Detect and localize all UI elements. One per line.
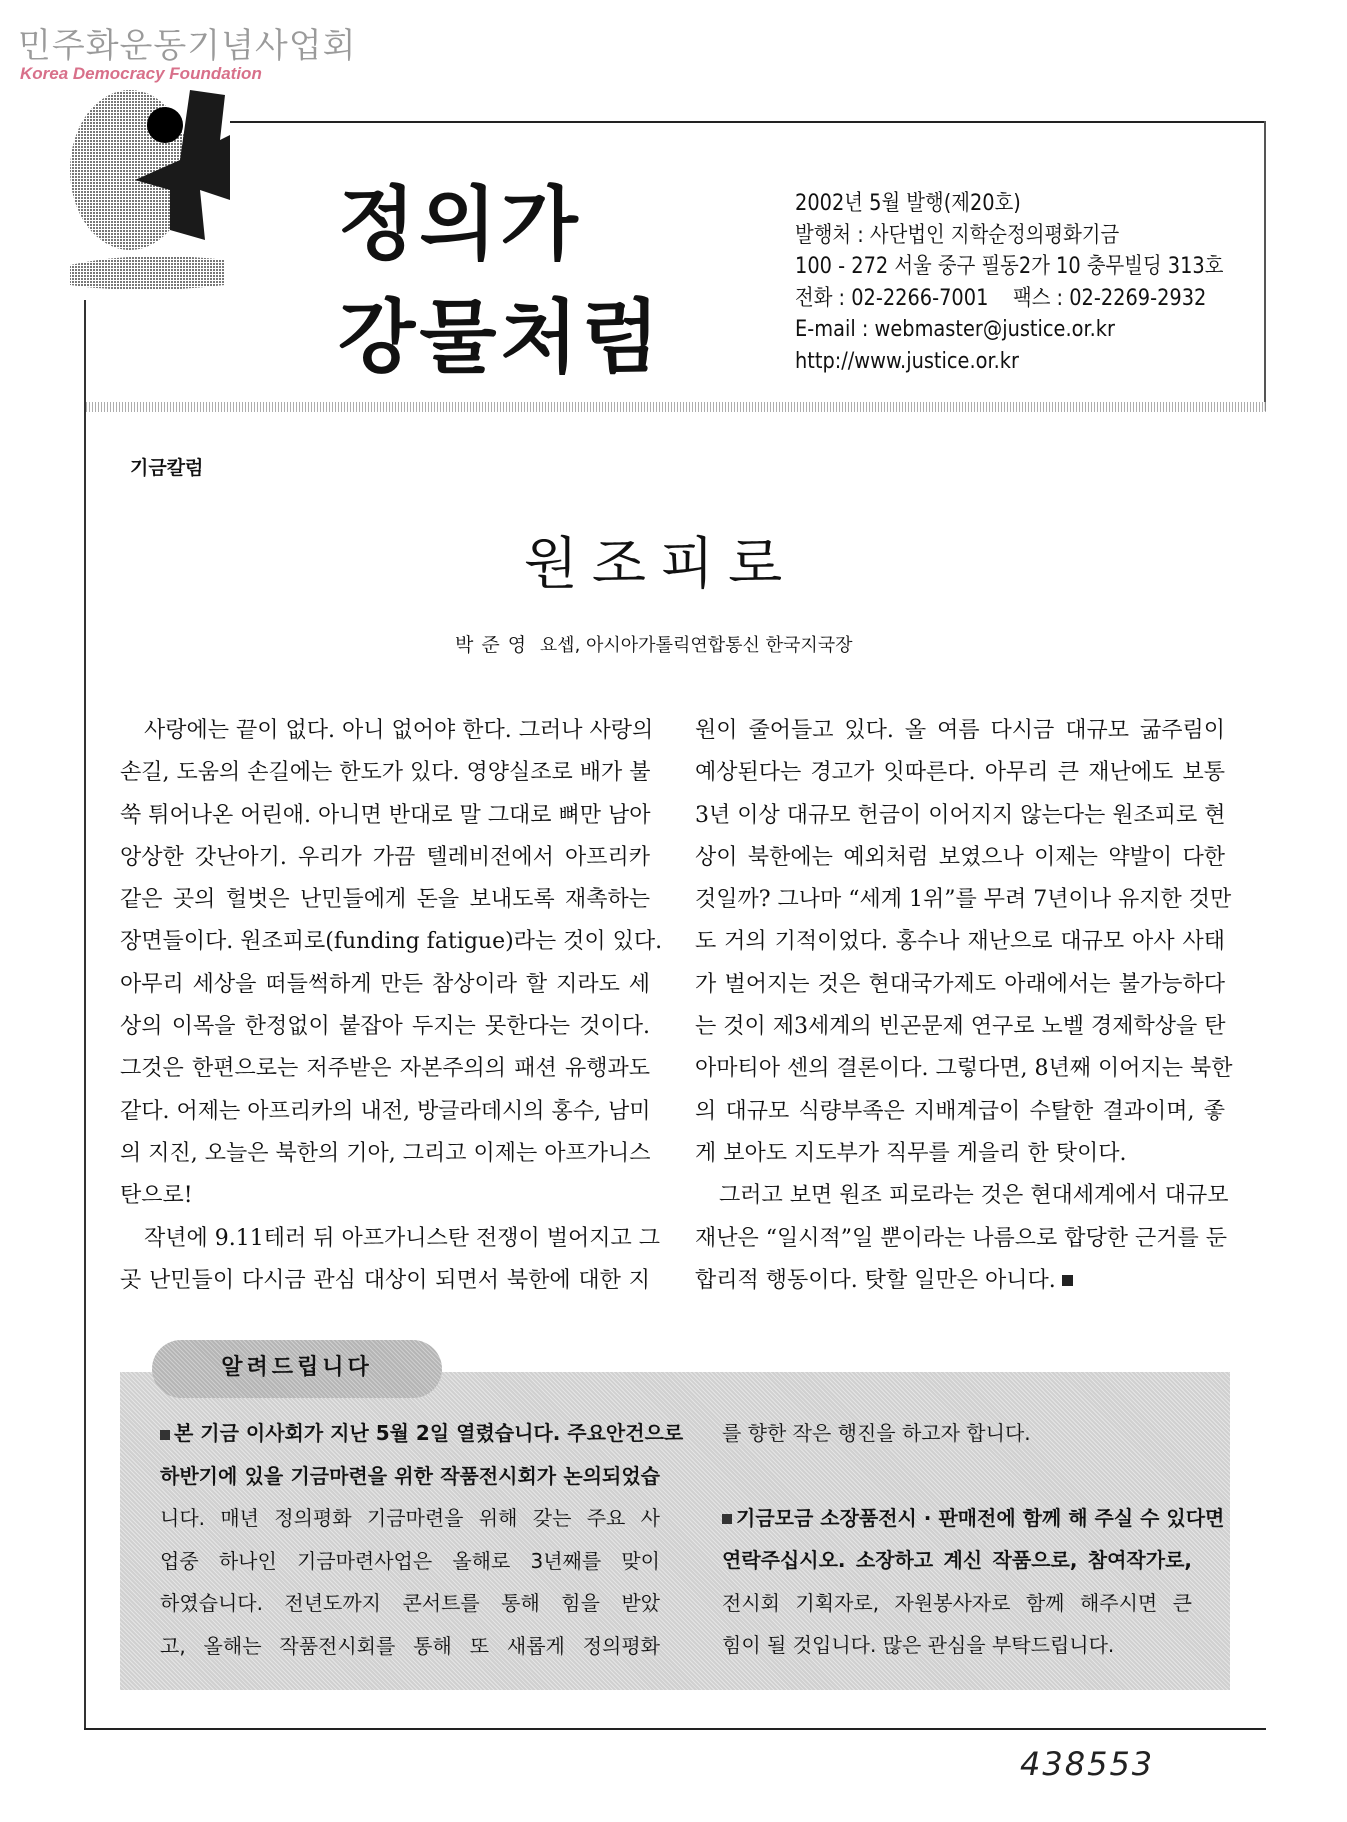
text-line: 의 지진, 오늘은 북한의 기아, 그리고 이제는 아프가니스 [120,1140,651,1166]
newsletter-emblem [60,80,230,300]
notice-line: 업중 하나인 기금마련사업은 올해로 3년째를 맞이 [160,1548,660,1573]
text-line: 작년에 9.11테러 뒤 아프가니스탄 전쟁이 벌어지고 그 [144,1225,660,1251]
text-line: 의 대규모 식량부족은 지배계급이 수탈한 결과이며, 좋 [695,1098,1225,1124]
frame-line [84,1728,1266,1730]
text-line: 도 거의 기적이었다. 홍수나 재난으로 대규모 아사 사태 [695,929,1225,955]
dotted-divider [86,402,1266,412]
text-line: 상이 북한에는 예외처럼 보였으나 이제는 약발이 다한 [695,844,1225,870]
text-line: 쑥 튀어나온 어린애. 아니면 반대로 말 그대로 뼈만 남아 [120,802,651,828]
handwritten-number: 438553 [1020,1745,1155,1783]
issue-date: 2002년 5월 발행(제20호) [795,191,1021,216]
text-line: 아마티아 센의 결론이다. 그렇다면, 8년째 이어지는 북한 [695,1056,1233,1082]
author-name: 박준영 [455,634,535,656]
text-line: 그러고 보면 원조 피로라는 것은 현대세계에서 대규모 [719,1183,1229,1209]
text-line: 가 벌어지는 것은 현대국가제도 아래에서는 불가능하다 [695,971,1225,997]
notice-title: 알려드립니다 [221,1355,373,1380]
notice-line: 본 기금 이사회가 지난 5월 2일 열렸습니다. 주요안건으로 [160,1412,660,1455]
text-line: 탄으로! [120,1183,193,1209]
text-line: 아무리 세상을 떠들썩하게 만든 참상이라 할 지라도 세 [120,971,650,997]
frame-line [1264,121,1266,411]
text-line: 앙상한 갓난아기. 우리가 가끔 텔레비전에서 아프리카 [120,844,650,870]
watermark-korean: 민주화운동기념사업회 [18,26,357,66]
phone-fax: 전화 : 02-2266-7001 팩스 : 02-2269-2932 [795,285,1207,311]
notice-line: 를 향한 작은 행진을 하고자 합니다. [722,1421,1031,1445]
notice-line: 하였습니다. 전년도까지 콘서트를 통해 힘을 받았 [160,1591,660,1615]
text-line: 재난은 “일시적”일 뿐이라는 나름으로 합당한 근거를 둔 [695,1225,1227,1251]
notice-column-left [160,1412,684,1667]
end-mark-icon [1062,1275,1073,1286]
notice-column-right [722,1412,1225,1667]
text-line: 상의 이목을 한정없이 붙잡아 두지는 못한다는 것이다. [120,1014,650,1040]
byline [455,630,853,657]
article-title: 원조피로 [523,532,797,597]
article-column-right [695,710,1233,1302]
bullet-icon [722,1514,732,1524]
frame-line [84,300,86,1730]
text-line: 손길, 도움의 손길에는 한도가 있다. 영양실조로 배가 불 [120,760,651,786]
text-line: 원이 줄어들고 있다. 올 여름 다시금 대규모 굶주림이 [695,718,1225,743]
notice-line: 연락주십시오. 소장하고 계신 작품으로, 참여작가로, [722,1548,1192,1572]
frame-line [230,121,1266,123]
text-line: 같다. 어제는 아프리카의 내전, 방글라데시의 홍수, 남미 [120,1098,651,1124]
notice-line: 기금모금 소장품전시 · 판매전에 함께 해 주실 수 있다면 [722,1497,1192,1540]
text-line: 같은 곳의 헐벗은 난민들에게 돈을 보내도록 재촉하는 [120,887,650,913]
masthead-line2: 강물처럼 [338,291,664,384]
text-line: 합리적 행동이다. 탓할 일만은 아니다. [695,1260,1225,1302]
notice-line: 고, 올해는 작품전시회를 통해 또 새롭게 정의평화 [160,1633,660,1658]
publication-info [795,188,1223,377]
publisher: 발행처 : 사단법인 지학순정의평화기금 [795,222,1120,248]
email: E-mail : webmaster@justice.or.kr [795,317,1115,342]
text-line: 사랑에는 끝이 없다. 아니 없어야 한다. 그러나 사랑의 [144,718,654,743]
masthead-line1: 정의가 [338,178,582,271]
text-line: 는 것이 제3세계의 빈곤문제 연구로 노벨 경제학상을 탄 [695,1014,1226,1040]
website: http://www.justice.or.kr [795,348,1019,374]
notice-line: 하반기에 있을 기금마련을 위한 작품전시회가 논의되었습 [160,1463,660,1488]
notice-line: 니다. 매년 정의평화 기금마련을 위해 갖는 주요 사 [160,1506,660,1530]
text-line: 곳 난민들이 다시금 관심 대상이 되면서 북한에 대한 지 [120,1267,650,1293]
notice-line: 전시회 기획자로, 자원봉사자로 함께 해주시면 큰 [722,1590,1192,1615]
text-line: 예상된다는 경고가 잇따른다. 아무리 큰 재난에도 보통 [695,760,1225,786]
spacer [722,1455,1192,1497]
text-line: 것일까? 그나마 “세계 1위”를 무려 7년이나 유지한 것만 [695,887,1232,913]
address: 100 - 272 서울 중구 필동2가 10 충무빌딩 313호 [795,254,1224,279]
bullet-icon [160,1430,170,1440]
notice-line: 힘이 될 것입니다. 많은 관심을 부탁드립니다. [722,1633,1115,1657]
author-role: 요셉, 아시아가톨릭연합통신 한국지국장 [539,635,853,656]
section-label: 기금칼럼 [130,457,204,479]
text-line: 게 보아도 지도부가 직무를 게을리 한 탓이다. [695,1140,1127,1166]
text-line: 장면들이다. 원조피로(funding fatigue)라는 것이 있다. [120,929,663,955]
article-column-left [120,710,663,1302]
text-line: 그것은 한편으로는 저주받은 자본주의의 패션 유행과도 [120,1056,650,1082]
watermark-english: Korea Democracy Foundation [20,64,262,83]
text-line: 3년 이상 대규모 헌금이 이어지지 않는다는 원조피로 현 [695,802,1226,828]
